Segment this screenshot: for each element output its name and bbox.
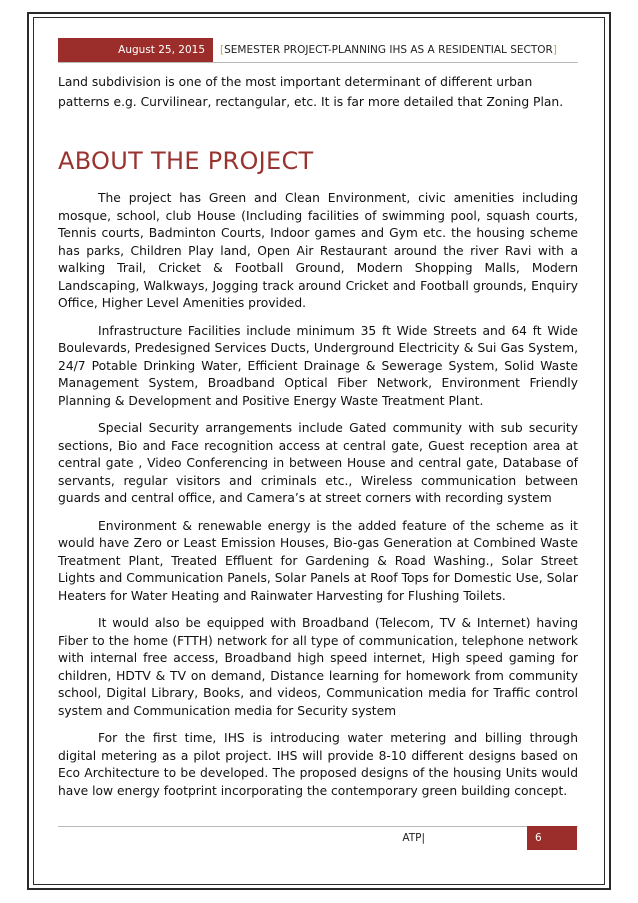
section-heading: ABOUT THE PROJECT [58, 147, 314, 175]
paragraph-infrastructure: Infrastructure Facilities include minimum 35 ft Wide Streets and 64 ft Wide Boulevards, Predesigned Services Ducts, Underground Electricity & Sui Gas System, 24/7 Potable Drinking Water, Efficient Drainage & Sewerage System, Solid Waste Management System, Broadband Optical Fiber Network, Environment Friendly Planning & Development and Positive Energy Waste Treatment Plant. [58, 323, 578, 408]
header-bracket-open: [ [220, 44, 225, 56]
header-date: August 25, 2015 [58, 38, 213, 62]
paragraph-security: Special Security arrangements include Gated community with sub security sections, Bio and Face recognition access at central gate, Guest reception area at central gate , Video Conferencing in between House and central gate, Database of servants, regular visitors and criminals etc., Wireless communication between guards and central office, and Camera’s at street corners with recording system [58, 421, 578, 505]
header-title: SEMESTER PROJECT-PLANNING IHS AS A RESIDENTIAL SECTOR [224, 44, 553, 56]
intro-paragraph: Land subdivision is one of the most important determinant of different urban patterns e.g. Curvilinear, rectangular, etc. It is far more detailed that Zoning Plan. [58, 75, 564, 109]
header-bracket-close: ] [552, 44, 557, 56]
paragraph-amenities: The project has Green and Clean Environment, civic amenities including mosque, school, club House (Including facilities of swimming pool, squash courts, Tennis courts, Badminton Courts, Indoor games and Gym etc. the housing scheme has parks, Children Play land, Open Air Restaurant around the river Ravi with a walking Trail, Cricket & Football Ground, Modern Shopping Malls, Modern Landscaping, Walkways, Jogging track around Cricket and Football grounds, Enquiry Office, Higher Level Amenities provided. [58, 191, 578, 310]
page-header [58, 38, 578, 62]
header-title-block [220, 38, 557, 62]
page-number: 6 [527, 826, 577, 850]
paragraph-broadband: It would also be equipped with Broadband (Telecom, TV & Internet) having Fiber to the home (FTTH) network for all type of communication, telephone network with internal free access, Broadband high speed internet, High speed gaming for children, HDTV & TV on demand, Distance learning for homework from community school, Digital Library, Books, and videos, Communication media for Traffic control system and Communication media for Security system [58, 616, 578, 718]
paragraph-environment: Environment & renewable energy is the added feature of the scheme as it would have Zero or Least Emission Houses, Bio-gas Generation at Combined Waste Treatment Plant, Treated Effluent for Gardening & Road Washing., Solar Street Lights and Communication Panels, Solar Panels at Roof Tops for Domestic Use, Solar Heaters for Water Heating and Rainwater Harvesting for Flushing Toilets. [58, 518, 578, 603]
header-divider [58, 62, 578, 63]
body-text [58, 190, 578, 810]
paragraph-metering: For the first time, IHS is introducing water metering and billing through digital metering as a pilot project. IHS will provide 8-10 different designs based on Eco Architecture to be developed. The proposed designs of the housing Units would have low energy footprint incorporating the contemporary green building concept. [58, 731, 578, 798]
footer-label: ATP| [402, 832, 425, 844]
footer-divider [58, 826, 578, 827]
